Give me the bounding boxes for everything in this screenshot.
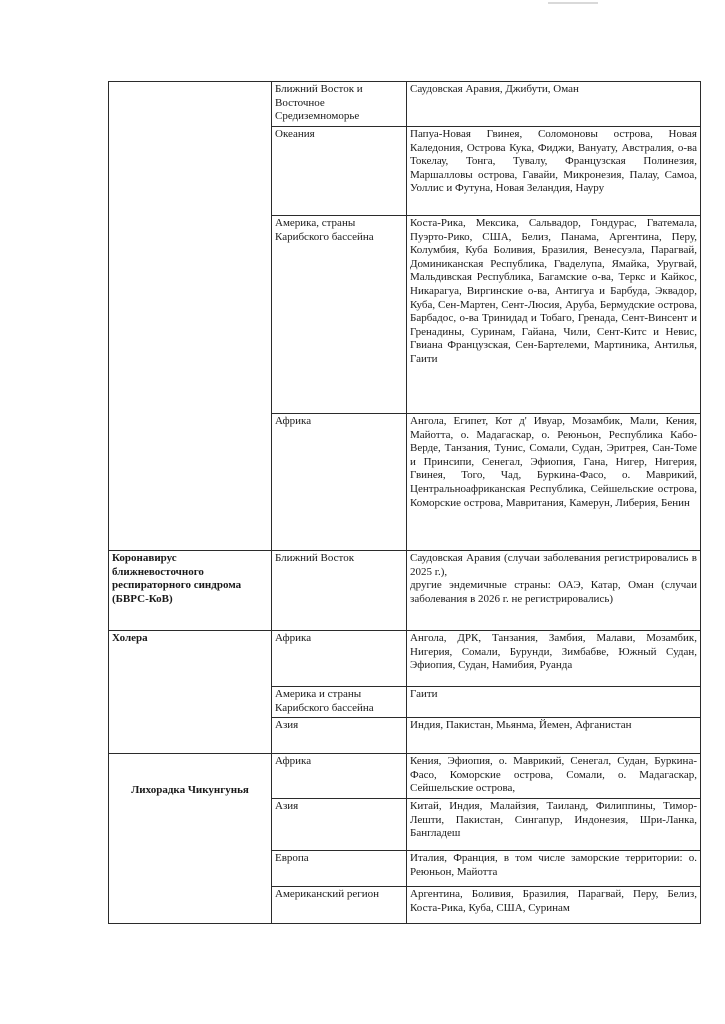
region-cell: Американский регион bbox=[272, 887, 407, 924]
disease-region-table bbox=[108, 81, 701, 924]
countries-cell bbox=[407, 551, 701, 631]
table-row bbox=[109, 754, 701, 799]
countries-cell: Гаити bbox=[407, 687, 701, 718]
region-cell: Америка и страны Карибского бассейна bbox=[272, 687, 407, 718]
countries-line: другие эндемичные страны: ОАЭ, Катар, Оман (случаи заболевания в 2026 г. не регистрировались) bbox=[410, 579, 697, 605]
countries-cell: Ангола, Египет, Кот д' Ивуар, Мозамбик, Мали, Кения, Майотта, о. Мадагаскар, о. Реюньон, Республика Кабо-Верде, Танзания, Тунис, Сомали, Судан, Эритрея, Сан-Томе и Принсипи, Сенегал, Эфиопия, Гана, Нигер, Нигерия, Гвинея, Того, Чад, Буркина-Фасо, о. Маврикий, Центральноафриканская Республика, Сейшельские острова, Коморские острова, Мавритания, Камерун, Либерия, Бенин bbox=[407, 414, 701, 551]
region-cell: Европа bbox=[272, 851, 407, 887]
countries-cell: Саудовская Аравия, Джибути, Оман bbox=[407, 82, 701, 127]
countries-cell: Италия, Франция, в том числе заморские территории: о. Реюньон, Майотта bbox=[407, 851, 701, 887]
scan-artifact bbox=[548, 2, 598, 4]
table-row bbox=[109, 631, 701, 687]
countries-cell: Индия, Пакистан, Мьянма, Йемен, Афганистан bbox=[407, 718, 701, 754]
countries-cell: Ангола, ДРК, Танзания, Замбия, Малави, Мозамбик, Нигерия, Сомали, Бурунди, Зимбабве, Южный Судан, Эфиопия, Судан, Намибия, Руанда bbox=[407, 631, 701, 687]
disease-name-cholera: Холера bbox=[109, 631, 272, 754]
countries-cell: Китай, Индия, Малайзия, Таиланд, Филиппины, Тимор-Лешти, Пакистан, Сингапур, Индонезия, Шри-Ланка, Бангладеш bbox=[407, 799, 701, 851]
countries-cell: Кения, Эфиопия, о. Маврикий, Сенегал, Судан, Буркина-Фасо, Коморские острова, Сомали, о. Мадагаскар, Сейшельские острова, bbox=[407, 754, 701, 799]
disease-name-chikungunya-text: Лихорадка Чикунгунья bbox=[131, 783, 249, 796]
region-cell: Океания bbox=[272, 127, 407, 216]
region-cell: Ближний Восток и Восточное Средиземноморье bbox=[272, 82, 407, 127]
table-row bbox=[109, 82, 701, 127]
region-cell: Ближний Восток bbox=[272, 551, 407, 631]
countries-line: Саудовская Аравия (случаи заболевания регистрировались в 2025 г.), bbox=[410, 552, 697, 578]
disease-cell-continued bbox=[109, 82, 272, 551]
region-cell: Африка bbox=[272, 414, 407, 551]
disease-name-chikungunya bbox=[109, 754, 272, 924]
disease-name-mers: Коронавирус ближневосточного респираторного синдрома (БВРС-КоВ) bbox=[109, 551, 272, 631]
region-cell: Азия bbox=[272, 799, 407, 851]
countries-cell: Аргентина, Боливия, Бразилия, Парагвай, Перу, Белиз, Коста-Рика, Куба, США, Суринам bbox=[407, 887, 701, 924]
region-cell: Африка bbox=[272, 631, 407, 687]
region-cell: Америка, страны Карибского бассейна bbox=[272, 216, 407, 414]
table-row bbox=[109, 551, 701, 631]
countries-cell: Коста-Рика, Мексика, Сальвадор, Гондурас, Гватемала, Пуэрто-Рико, США, Белиз, Панама, Аргентина, Перу, Колумбия, Куба Боливия, Бразилия, Венесуэла, Парагвай, Доминиканская Республика, Гваделупа, Ямайка, Уругвай, Мальдивская Республика, Багамские о-ва, Теркс и Кайкос, Никарагуа, Виргинские о-ва, Антигуа и Барбуда, Эквадор, Куба, Сен-Мартен, Сент-Люсия, Аруба, Бермудские острова, Барбадос, о-ва Тринидад и Тобаго, Гренада, Сент-Винсент и Гренадины, Суринам, Гайана, Чили, Сент-Китс и Невис, Гвиана Французская, Сен-Бартелеми, Мартиника, Антилья, Гаити bbox=[407, 216, 701, 414]
countries-cell: Папуа-Новая Гвинея, Соломоновы острова, Новая Каледония, Острова Кука, Фиджи, Вануату, Австралия, о-ва Токелау, Тонга, Тувалу, Французская Полинезия, Маршалловы острова, Гавайи, Микронезия, Палау, Самоа, Уоллис и Футуна, Новая Зеландия, Науру bbox=[407, 127, 701, 216]
region-cell: Африка bbox=[272, 754, 407, 799]
region-cell: Азия bbox=[272, 718, 407, 754]
